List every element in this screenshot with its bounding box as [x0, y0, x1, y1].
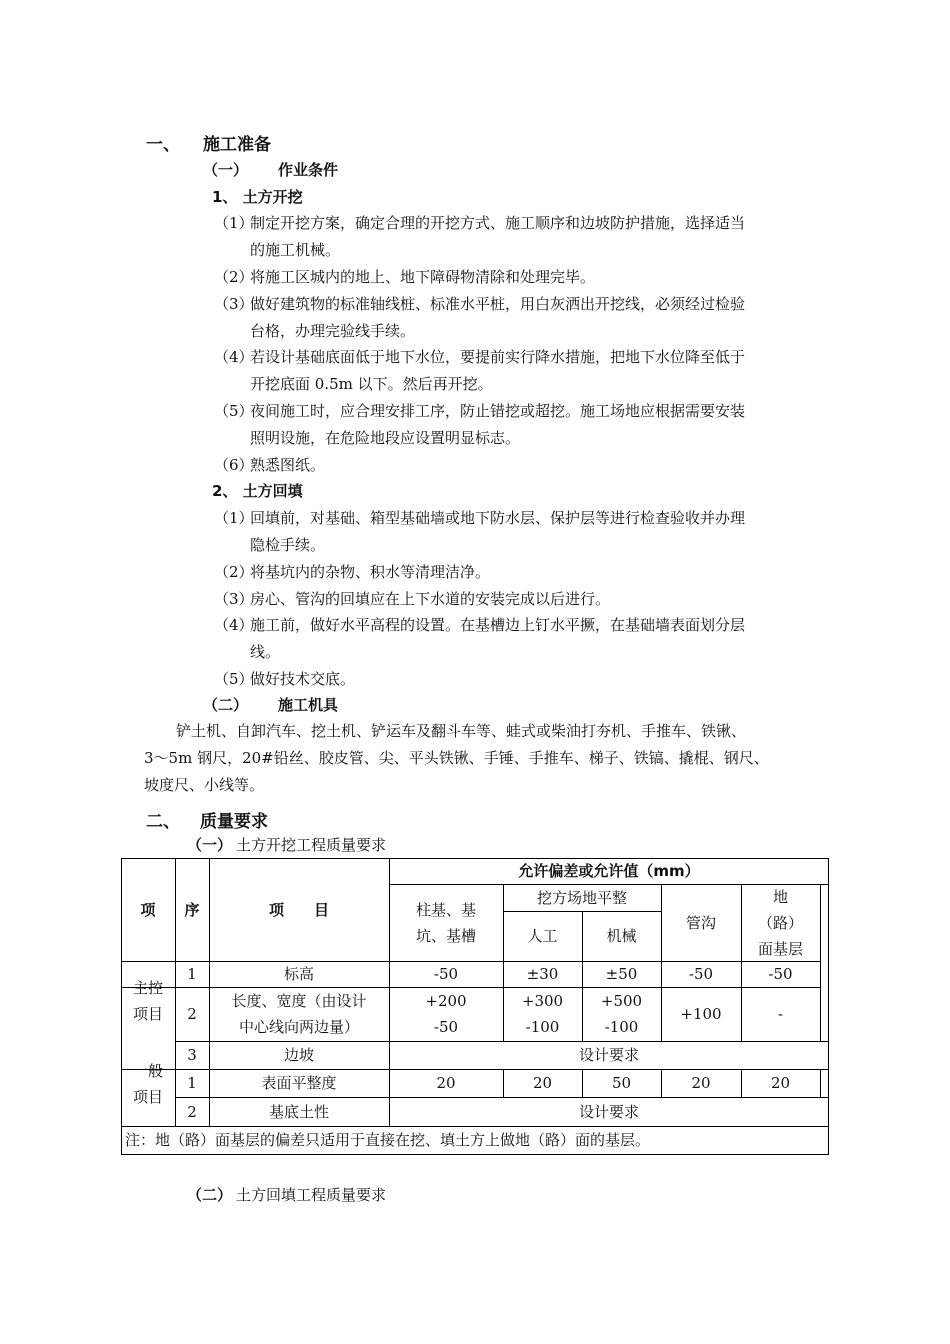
section2-sub2-number: （二）	[187, 1186, 233, 1204]
table-row-4-base: 20	[770, 1074, 791, 1092]
header-allowance-group: 允许偏差或允许值（mm）	[518, 862, 700, 880]
excavation-item-5-line1: 夜间施工时，应合理安排工序，防止错挖或超挖。施工场地应根据需要安装	[250, 402, 746, 420]
excavation-item-1-num: （1）	[214, 214, 254, 232]
header-foundation-pit-line1: 柱基、基	[415, 900, 476, 919]
excavation-item-2-line1: 将施工区城内的地上、地下障碍物清除和处理完毕。	[250, 268, 596, 286]
section2-sub1-title: 土方开挖工程质量要求	[236, 836, 387, 854]
backfill-item-4-num: （4）	[214, 616, 254, 634]
header-road-base-line2: （路）	[757, 913, 803, 932]
table-row-1-manual: ±30	[526, 965, 559, 983]
header-foundation-pit	[389, 884, 503, 961]
section2-sub2-title: 土方回填工程质量要求	[236, 1186, 387, 1204]
table-row-2-machine	[582, 987, 661, 1041]
tools-line-1: 铲土机、自卸汽车、挖土机、铲运车及翻斗车等、蛙式或柴油打夯机、手推车、铁锹、	[176, 722, 747, 740]
backfill-item-1-num: （1）	[214, 509, 254, 527]
backfill-item-3-num: （3）	[214, 590, 254, 608]
section1-sub1-number: （一）	[203, 161, 249, 179]
group-general-line2: 项目	[132, 1087, 163, 1106]
backfill-item-2-num: （2）	[214, 563, 254, 581]
header-name: 项 目	[268, 900, 329, 919]
table-note: 注：地（路）面基层的偏差只适用于直接在挖、填土方上做地（路）面的基层。	[125, 1131, 651, 1149]
backfill-item-2-line1: 将基坑内的杂物、积水等清理洁净。	[250, 563, 491, 581]
table-row-2-seq: 2	[187, 1005, 197, 1023]
table-row-2-machine-upper: +500	[600, 992, 643, 1010]
header-foundation-pit-line2: 坑、基槽	[415, 926, 476, 945]
table-row-5-span: 设计要求	[578, 1102, 639, 1121]
backfill-item-3-line1: 房心、管沟的回填应在上下水道的安装完成以后进行。	[250, 590, 611, 608]
section1-sub2-number: （二）	[203, 696, 249, 714]
excavation-item-6-num: （6）	[214, 456, 254, 474]
table-row-2-name-line1: 长度、宽度（由设计	[231, 992, 367, 1010]
table-row-2-name-line2: 中心线向两边量）	[238, 1018, 359, 1036]
table-row-4-name: 表面平整度	[261, 1074, 337, 1092]
backfill-title: 2、 土方回填	[212, 482, 303, 500]
table-row-2-pit	[389, 987, 503, 1041]
backfill-item-1-line1: 回填前，对基础、箱型基础墙或地下防水层、保护层等进行检查验收并办理	[250, 509, 746, 527]
header-ditch: 管沟	[685, 913, 716, 932]
table-row-2-manual-lower: -100	[525, 1018, 560, 1036]
table-row-3-span: 设计要求	[578, 1046, 639, 1064]
excavation-item-5-num: （5）	[214, 402, 254, 420]
table-row-2-manual-upper: +300	[521, 992, 564, 1010]
section2-sub1-number: （一）	[187, 836, 233, 854]
table-row-4-pit: 20	[436, 1074, 456, 1092]
section2-number: 二、	[146, 812, 180, 832]
table-row-1-machine: ±50	[605, 965, 638, 983]
excavation-item-3-line2: 台格，办理完验线手续。	[250, 322, 416, 340]
header-item: 项	[140, 900, 156, 919]
backfill-item-4-line1: 施工前，做好水平高程的设置。在基槽边上钉水平撅，在基础墙表面划分层	[250, 616, 746, 634]
header-seq: 序	[184, 900, 200, 919]
excavation-item-5-line2: 照明设施，在危险地段应设置明显标志。	[250, 429, 521, 447]
excavation-title: 1、 土方开挖	[212, 188, 303, 206]
header-road-base	[741, 884, 820, 961]
table-row-4-ditch: 20	[691, 1074, 711, 1092]
excavation-item-1-line2: 的施工机械。	[250, 241, 341, 259]
excavation-item-6-line1: 熟悉图纸。	[250, 456, 326, 474]
table-row-2-manual	[503, 987, 582, 1041]
table-row-5-seq: 2	[187, 1102, 197, 1121]
section1-number: 一、	[146, 135, 180, 155]
excavation-item-4-line2: 开挖底面 0.5m 以下。然后再开挖。	[250, 375, 493, 393]
group-general	[121, 1041, 175, 1126]
group-main-control-line1: 主控	[132, 979, 163, 997]
backfill-item-1-line2: 隐检手续。	[250, 536, 326, 554]
header-road-base-line1: 地	[772, 887, 788, 906]
table-row-1-ditch: -50	[688, 965, 714, 983]
group-general-line1: 一般	[132, 1061, 163, 1080]
table-row-1-seq: 1	[187, 965, 197, 983]
section2-title: 质量要求	[200, 812, 268, 832]
table-row-2-pit-upper: +200	[425, 992, 467, 1010]
tools-line-2: 3～5m 钢尺，20#铅丝、胶皮管、尖、平头铁锹、手锤、手推车、梯子、铁镐、撬棍、钢尺、	[144, 749, 769, 767]
header-site-leveling: 挖方场地平整	[536, 888, 627, 907]
table-row-2-ditch: +100	[680, 1005, 722, 1023]
table-row-2-machine-lower: -100	[604, 1018, 639, 1036]
excavation-quality-table	[121, 858, 829, 1155]
table-row-4-machine: 50	[611, 1074, 632, 1092]
backfill-item-4-line2: 线。	[250, 643, 281, 661]
section1-title: 施工准备	[203, 135, 271, 155]
table-row-1-pit: -50	[433, 965, 459, 983]
table-row-3-seq: 3	[187, 1046, 197, 1064]
section1-sub1-title: 作业条件	[278, 161, 339, 179]
group-main-control-line2: 项目	[132, 1005, 163, 1023]
excavation-item-1-line1: 制定开挖方案，确定合理的开挖方式、施工顺序和边坡防护措施，选择适当	[250, 214, 746, 232]
backfill-item-5-num: （5）	[214, 670, 254, 688]
excavation-item-2-num: （2）	[214, 268, 254, 286]
backfill-item-5-line1: 做好技术交底。	[250, 670, 356, 688]
table-row-2-pit-lower: -50	[433, 1018, 459, 1036]
excavation-item-3-num: （3）	[214, 295, 254, 313]
header-machine: 机械	[606, 927, 637, 945]
table-row-5-name: 基底土性	[268, 1102, 329, 1121]
table-row-4-seq: 1	[187, 1074, 197, 1092]
section1-sub2-title: 施工机具	[278, 696, 339, 714]
excavation-item-3-line1: 做好建筑物的标准轴线桩、标准水平桩，用白灰洒出开挖线，必须经过检验	[250, 295, 746, 313]
group-main-control	[121, 961, 175, 1041]
table-row-2-name	[209, 987, 389, 1041]
tools-line-3: 坡度尺、小线等。	[144, 776, 265, 794]
table-row-1-base: -50	[768, 965, 793, 983]
excavation-item-4-line1: 若设计基础底面低于地下水位，要提前实行降水措施，把地下水位降至低于	[250, 348, 746, 366]
table-row-1-name: 标高	[283, 965, 314, 983]
table-row-3-name: 边坡	[283, 1046, 314, 1064]
header-manual: 人工	[527, 927, 558, 945]
table-row-2-base: -	[777, 1005, 784, 1023]
header-road-base-line3: 面基层	[757, 939, 803, 958]
excavation-item-4-num: （4）	[214, 348, 254, 366]
table-row-4-manual: 20	[532, 1074, 553, 1092]
